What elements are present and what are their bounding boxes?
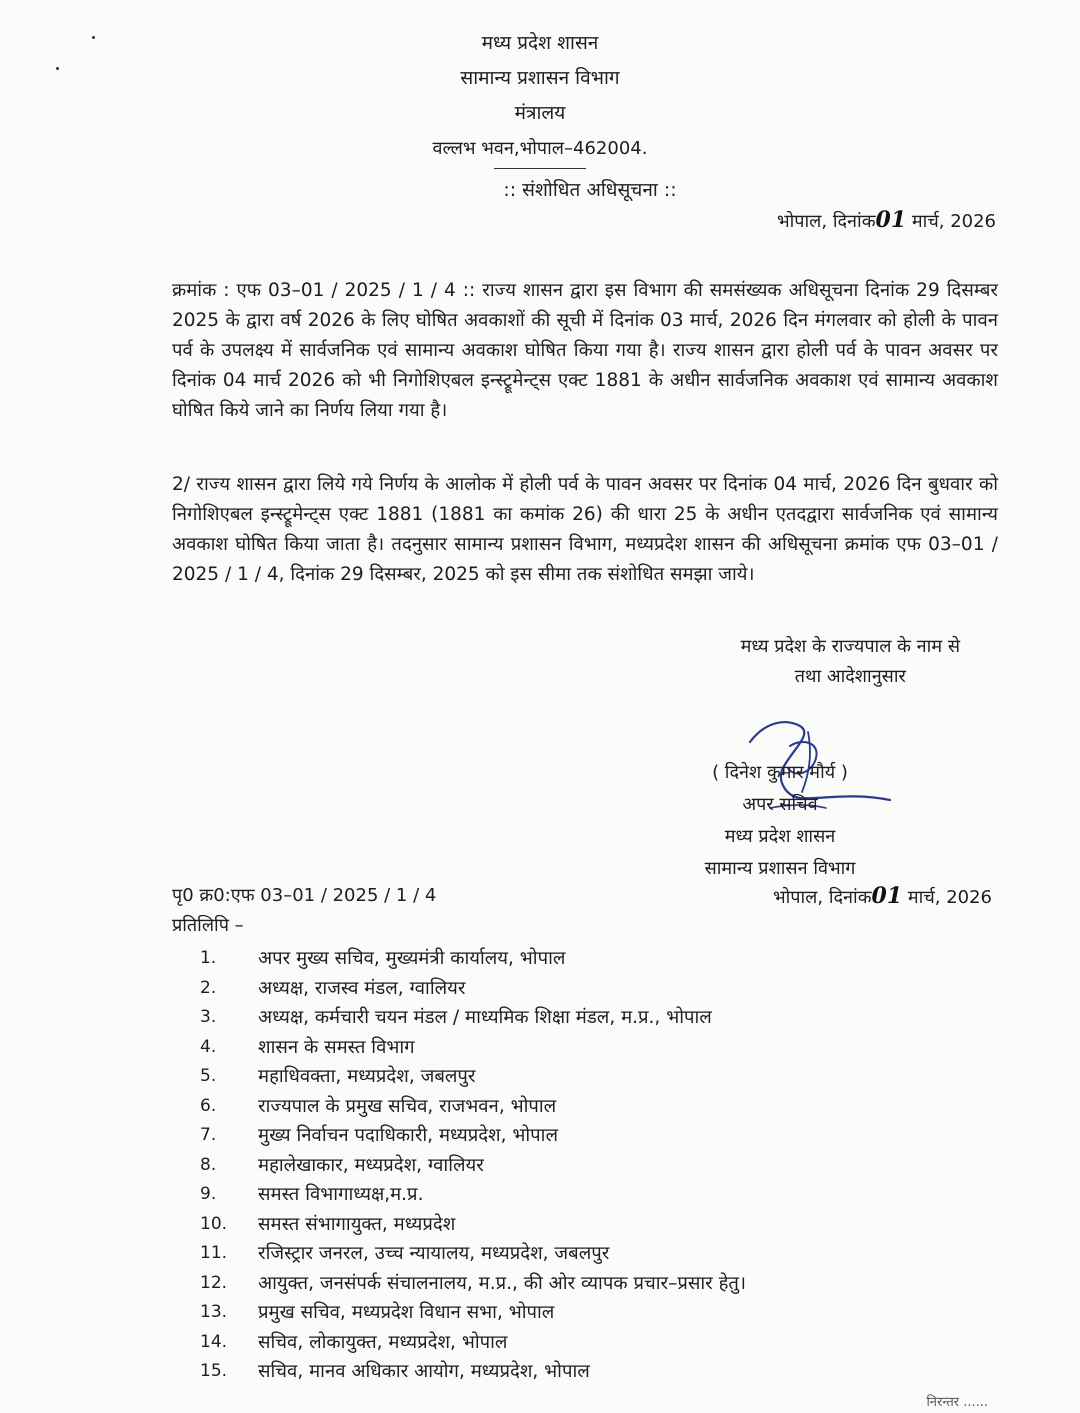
signatory-designation: अपर सचिव: [742, 794, 818, 815]
list-item-number: 4.: [200, 1036, 217, 1057]
list-item-number: 11.: [200, 1243, 228, 1263]
date-prefix: भोपाल, दिनांक: [776, 211, 876, 232]
list-item-text: महालेखाकार, मध्यप्रदेश, ग्वालियर: [258, 1154, 484, 1176]
list-item: [200, 1239, 960, 1269]
endorsement-ref: पृ0 क्र0:एफ 03–01 / 2025 / 1 / 4: [172, 885, 437, 906]
endorsement-date-suffix: मार्च, 2026: [907, 887, 992, 908]
letterhead-department: सामान्य प्रशासन विभाग: [460, 67, 620, 89]
notification-title: :: संशोधित अधिसूचना ::: [503, 179, 677, 201]
authority-block: [741, 632, 960, 692]
letterhead-ministry: मंत्रालय: [514, 102, 566, 124]
letterhead: [0, 26, 1080, 169]
list-item-number: 8.: [200, 1154, 217, 1175]
list-item-number: 6.: [200, 1095, 217, 1116]
signatory-name: ( दिनेश कुमार मौर्य ): [712, 762, 848, 783]
endorsement-date-day-handwritten: 01: [871, 883, 903, 909]
list-item-text: रजिस्ट्रार जनरल, उच्च न्यायालय, मध्यप्रदेश, जबलपुर: [258, 1243, 610, 1264]
list-item-text: शासन के समस्त विभाग: [258, 1036, 415, 1058]
signatory-office-2: सामान्य प्रशासन विभाग: [704, 858, 856, 879]
paragraph-1: क्रमांक : एफ 03–01 / 2025 / 1 / 4 :: राज्य शासन द्वारा इस विभाग की समसंख्यक अधिसूचना दिनांक 29 दिसम्बर 2025 के द्वारा वर्ष 2026 के लिए घोषित अवकाशों की सूची में दिनांक 03 मार्च, 2026 दिन मंगलवार को होली के पावन पर्व के उपलक्ष्य में सार्वजनिक एवं सामान्य अवकाश घोषित किया गया है। राज्य शासन द्वारा होली पर्व के पावन अवसर पर दिनांक 04 मार्च 2026 को भी निगोशिएबल इन्स्ट्रूमेन्ट्स एक्ट 1881 के अधीन सार्वजनिक अवकाश एवं सामान्य अवकाश घोषित किये जाने का निर्णय लिया गया है।: [172, 279, 998, 421]
letterhead-government: मध्य प्रदेश शासन: [481, 32, 599, 54]
date-day-handwritten: 01: [875, 207, 907, 233]
list-item: [200, 1328, 960, 1358]
list-item-text: अपर मुख्य सचिव, मुख्यमंत्री कार्यालय, भोपाल: [258, 948, 566, 969]
list-item-number: 7.: [200, 1125, 217, 1145]
list-item-text: अध्यक्ष, राजस्व मंडल, ग्वालियर: [258, 977, 466, 999]
copy-to-label: प्रतिलिपि –: [172, 915, 244, 936]
authority-line-1: मध्य प्रदेश के राज्यपाल के नाम से: [740, 636, 960, 657]
list-item-text: अध्यक्ष, कर्मचारी चयन मंडल / माध्यमिक शिक्षा मंडल, म.प्र., भोपाल: [258, 1007, 712, 1028]
authority-line-2: तथा आदेशानुसार: [794, 666, 906, 687]
list-item-text: समस्त विभागाध्यक्ष,म.प्र.: [258, 1184, 424, 1205]
list-item: [200, 1180, 960, 1210]
list-item-text: समस्त संभागायुक्त, मध्यप्रदेश: [258, 1213, 456, 1235]
endorsement-date: [773, 883, 992, 909]
list-item: [200, 1210, 960, 1240]
header-divider: [494, 168, 586, 169]
list-item: [200, 1062, 960, 1092]
list-item-text: महाधिवक्ता, मध्यप्रदेश, जबलपुर: [258, 1066, 476, 1087]
list-item-number: 12.: [200, 1272, 228, 1293]
list-item: [200, 1092, 960, 1122]
list-item-text: आयुक्त, जनसंपर्क संचालनालय, म.प्र., की ओर व्यापक प्रचार–प्रसार हेतु।: [258, 1272, 746, 1294]
recipient-list: [200, 944, 960, 1387]
list-item: [200, 944, 960, 974]
list-item-number: 10.: [200, 1213, 228, 1234]
list-item-number: 5.: [200, 1066, 217, 1086]
list-item: [200, 974, 960, 1004]
signatory-block: [660, 757, 900, 885]
list-item-number: 2.: [200, 977, 217, 998]
list-item-text: सचिव, लोकायुक्त, मध्यप्रदेश, भोपाल: [258, 1331, 508, 1353]
date-suffix: मार्च, 2026: [911, 211, 996, 232]
list-item-text: सचिव, मानव अधिकार आयोग, मध्यप्रदेश, भोपाल: [258, 1361, 590, 1382]
list-item-number: 1.: [200, 948, 217, 968]
list-item-number: 14.: [200, 1331, 228, 1352]
list-item: [200, 1121, 960, 1151]
list-item-number: 3.: [200, 1007, 217, 1027]
notification-date: [777, 207, 996, 233]
list-item: [200, 1151, 960, 1181]
list-item: [200, 1357, 960, 1387]
continued-note: निरन्तर ......: [926, 1395, 988, 1410]
letterhead-address: वल्लभ भवन,भोपाल–462004.: [432, 138, 648, 159]
list-item-number: 15.: [200, 1361, 228, 1381]
list-item-text: प्रमुख सचिव, मध्यप्रदेश विधान सभा, भोपाल: [258, 1302, 555, 1323]
list-item: [200, 1003, 960, 1033]
endorsement-date-prefix: भोपाल, दिनांक: [772, 887, 872, 908]
list-item-text: मुख्य निर्वाचन पदाधिकारी, मध्यप्रदेश, भोपाल: [258, 1125, 559, 1146]
list-item-text: राज्यपाल के प्रमुख सचिव, राजभवन, भोपाल: [258, 1095, 557, 1117]
list-item: [200, 1269, 960, 1299]
signatory-office-1: मध्य प्रदेश शासन: [724, 826, 836, 847]
list-item: [200, 1298, 960, 1328]
paragraph-2: 2/ राज्य शासन द्वारा लिये गये निर्णय के आलोक में होली पर्व के पावन अवसर पर दिनांक 04 मार्च, 2026 दिन बुधवार को निगोशिएबल इन्स्ट्रूमेन्ट्स एक्ट 1881 (1881 का कमांक 26) की धारा 25 के अधीन एतदद्वारा सार्वजनिक एवं सामान्य अवकाश घोषित किया जाता है। तदनुसार सामान्य प्रशासन विभाग, मध्यप्रदेश शासन की अधिसूचना क्रमांक एफ 03–01 / 2025 / 1 / 4, दिनांक 29 दिसम्बर, 2025 को इस सीमा तक संशोधित समझा जाये।: [172, 473, 998, 585]
list-item: [200, 1033, 960, 1063]
list-item-number: 13.: [200, 1302, 228, 1322]
list-item-number: 9.: [200, 1184, 217, 1204]
